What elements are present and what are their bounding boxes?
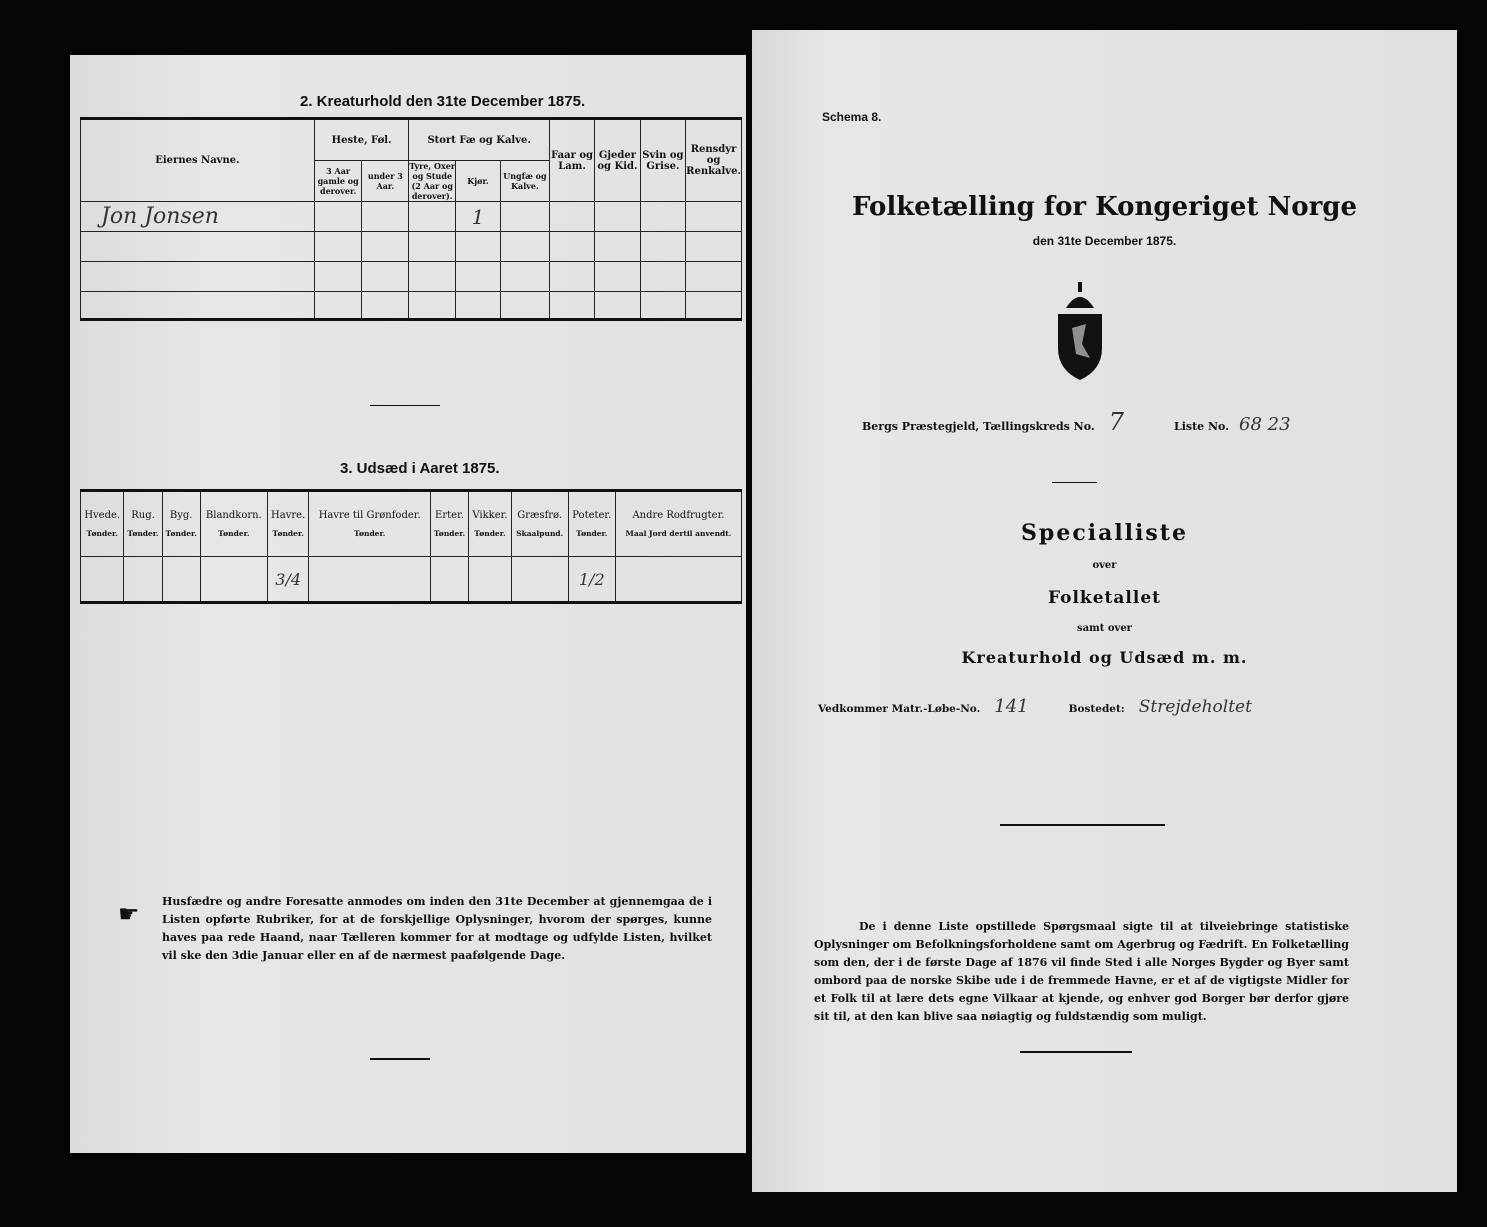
header-names: Eiernes Navne.: [81, 119, 315, 202]
liste-label: Liste No.: [1173, 420, 1230, 433]
seed-crop-label: Poteter.: [572, 510, 612, 521]
seed-value: [511, 557, 568, 603]
notice-text: Husfædre og andre Foresatte anmodes om inden den 31te December at gjennemgaa de i Listen opførte Rubriker, for at de forskjellige Oplysninger, hvorom der spørges, kunne haves paa rede Haand, naar Tælleren kommer for at modtage og udfylde Listen, hvilket vil ske den 3die Januar eller en af de nærmest paafølgende Dage.: [162, 895, 712, 962]
seed-header: [430, 491, 468, 557]
seed-unit-label: Tønder.: [353, 529, 386, 538]
bosted-label: Bostedet:: [1068, 703, 1125, 715]
seed-crop-label: Erter.: [435, 510, 464, 521]
divider: [1020, 1051, 1132, 1053]
table-row: [81, 292, 742, 320]
seed-value: [615, 557, 741, 603]
folketallet-heading: Folketallet: [1048, 588, 1161, 608]
seed-unit-label: Tønder.: [474, 529, 506, 538]
over-text: over: [1092, 560, 1117, 571]
seed-header: [124, 491, 162, 557]
seed-crop-label: Havre.: [271, 510, 306, 521]
table-row: [81, 557, 742, 603]
seed-unit-label: Tønder.: [86, 529, 118, 538]
seed-value: [124, 557, 162, 603]
divider: [370, 1058, 430, 1060]
seed-header: [615, 491, 741, 557]
seed-crop-label: Havre til Grønfoder.: [318, 510, 421, 521]
seed-value: [309, 557, 430, 603]
seed-value: [469, 557, 512, 603]
seed-crop-label: Blandkorn.: [205, 510, 262, 521]
bosted-value: Strejdeholtet: [1138, 697, 1252, 717]
seed-value: 1/2: [568, 557, 615, 603]
header-stort: Stort Fæ og Kalve.: [409, 119, 550, 161]
table-row: [81, 262, 742, 292]
matr-label: Vedkommer Matr.-Løbe-No.: [818, 703, 981, 715]
seed-crop-label: Byg.: [169, 510, 193, 521]
divider: [1052, 482, 1097, 483]
schema-label: Schema 8.: [822, 110, 882, 124]
explanation-paragraph: De i denne Liste opstillede Spørgsmaal sigte til at tilveiebringe statistiske Oplysninger om Befolkningsforholdene samt om Agerbrug og Fædrift. En Folketælling som den, der i de første Dage af 1876 vil finde Sted i alle Norges Bygder og Byer samt ombord paa de norske Skibe ude i de fremmede Havne, er et af de vigtigste Midler for et Folk til at lære dets egne Vilkaar at kjende, og enhver god Borger bør derfor gjøre sit til, at den kan blive saa nøiagtig og fuldstændig som muligt.: [814, 920, 1349, 1023]
seed-header: [568, 491, 615, 557]
header-faar: Faar og Lam.: [549, 119, 594, 202]
seed-crop-label: Rug.: [131, 510, 155, 521]
seed-table: [80, 489, 742, 604]
seed-header: [162, 491, 200, 557]
section2-title: 2. Kreaturhold den 31te December 1875.: [300, 93, 586, 110]
prestegjeld-line: [862, 408, 1291, 436]
seed-value: [81, 557, 124, 603]
seed-crop-label: Andre Rodfrugter.: [632, 510, 725, 521]
seed-unit-label: Tønder.: [272, 529, 304, 538]
liste-no: 68 23: [1239, 414, 1291, 435]
header-heste: Heste, Føl.: [314, 119, 408, 161]
prestegjeld-label: Bergs Præstegjeld, Tællingskreds No.: [862, 420, 1095, 433]
seed-header: [200, 491, 267, 557]
left-page: [70, 55, 746, 1153]
livestock-table: [80, 117, 742, 321]
seed-value: 3/4: [267, 557, 309, 603]
main-title: Folketælling for Kongeriget Norge: [851, 192, 1358, 222]
divider: [370, 405, 440, 406]
seed-header: [81, 491, 124, 557]
seed-unit-label: Tønder.: [127, 529, 159, 538]
seed-unit-label: Tønder.: [576, 529, 608, 538]
header-heste-b: under 3 Aar.: [362, 161, 409, 202]
seed-unit-label: Maal Jord dertil anvendt.: [625, 529, 732, 538]
seed-crop-label: Græsfrø.: [517, 510, 563, 521]
kjor-value: 1: [456, 202, 501, 232]
owner-name: Jon Jonsen: [81, 202, 315, 232]
norway-coat-of-arms-icon: [1052, 278, 1108, 384]
seed-header: [267, 491, 309, 557]
seed-crop-label: Hvede.: [84, 510, 121, 521]
seed-value: [430, 557, 468, 603]
seed-value: [200, 557, 267, 603]
title-date: den 31te December 1875.: [1032, 234, 1177, 248]
header-svin: Svin og Grise.: [640, 119, 685, 202]
divider: [1000, 824, 1165, 826]
seed-header: [511, 491, 568, 557]
table-row: [81, 202, 742, 232]
pointing-hand-icon: ☛: [118, 900, 140, 928]
header-stort-a: Tyre, Oxer og Stude (2 Aar og derover).: [409, 161, 456, 201]
specialliste-heading: Specialliste: [1021, 520, 1188, 546]
matr-line: [818, 696, 1252, 717]
seed-value: [162, 557, 200, 603]
matr-no: 141: [994, 696, 1029, 717]
header-stort-b: Kjør.: [456, 161, 501, 202]
samt-over-text: samt over: [1077, 623, 1132, 634]
kreds-no: 7: [1108, 408, 1124, 436]
seed-unit-label: Tønder.: [165, 529, 197, 538]
section3-title: 3. Udsæd i Aaret 1875.: [340, 460, 500, 477]
seed-unit-label: Tønder.: [218, 529, 250, 538]
header-gjeder: Gjeder og Kid.: [595, 119, 641, 202]
table-row: [81, 232, 742, 262]
header-stort-c: Ungfæ og Kalve.: [500, 161, 549, 202]
header-rensdyr: Rensdyr og Renkalve.: [686, 119, 742, 202]
seed-header: [469, 491, 512, 557]
seed-unit-label: Tønder.: [433, 529, 466, 538]
right-page: [752, 30, 1457, 1192]
header-heste-a: 3 Aar gamle og derover.: [314, 161, 361, 202]
seed-header: [309, 491, 430, 557]
seed-unit-label: Skaalpund.: [516, 529, 564, 538]
seed-crop-label: Vikker.: [472, 510, 508, 521]
kreaturhold-heading: Kreaturhold og Udsæd m. m.: [961, 648, 1248, 667]
